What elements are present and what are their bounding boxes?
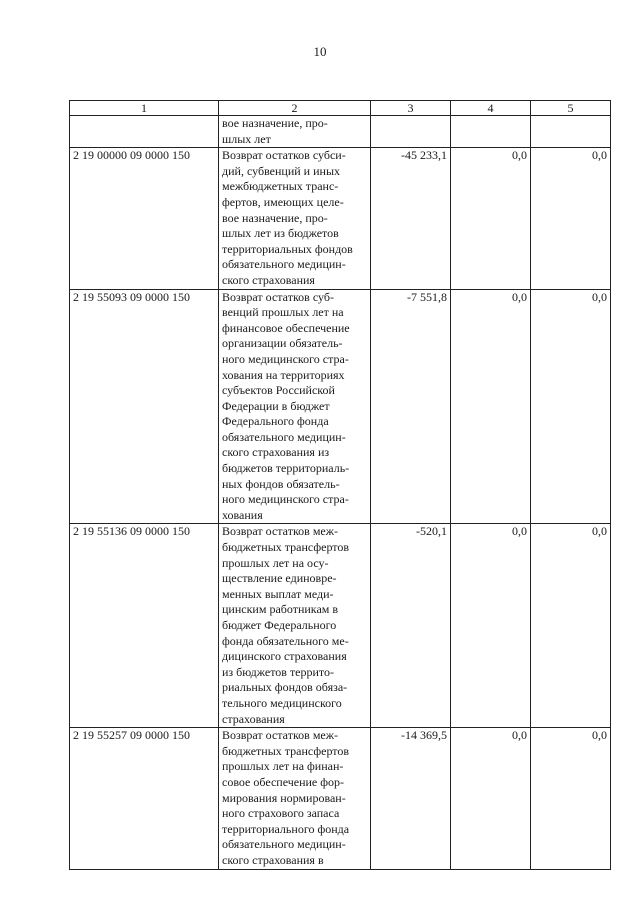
header-col-5: 5 — [531, 101, 611, 116]
table-row — [70, 524, 611, 728]
table-header-row — [70, 101, 611, 116]
value-cell-col-3: -7 551,8 — [371, 289, 451, 524]
description-cell: Возврат остатков меж- бюджетных трансфертов прошлых лет на финан- совое обеспечение фор- мирования нормирован- ного страхового запаса территориального фонда обязательного медицин- ского страхования в — [219, 728, 371, 869]
header-col-2: 2 — [219, 101, 371, 116]
header-col-4: 4 — [451, 101, 531, 116]
budget-table — [69, 100, 611, 870]
value-cell-col-3 — [371, 116, 451, 148]
value-cell-col-3: -45 233,1 — [371, 148, 451, 289]
description-cell: вое назначение, про- шлых лет — [219, 116, 371, 148]
header-col-3: 3 — [371, 101, 451, 116]
header-col-1: 1 — [70, 101, 219, 116]
value-cell-col-5: 0,0 — [531, 728, 611, 869]
code-cell: 2 19 55093 09 0000 150 — [70, 289, 219, 524]
value-cell-col-5: 0,0 — [531, 524, 611, 728]
value-cell-col-3: -14 369,5 — [371, 728, 451, 869]
description-cell: Возврат остатков субси- дий, субвенций и иных межбюджетных транс- фертов, имеющих целе- вое назначение, про- шлых лет из бюджетов территориальных фондов обязательного медицин- ского страхования — [219, 148, 371, 289]
code-cell — [70, 116, 219, 148]
table-row — [70, 148, 611, 289]
value-cell-col-3: -520,1 — [371, 524, 451, 728]
code-cell: 2 19 55136 09 0000 150 — [70, 524, 219, 728]
table-row — [70, 289, 611, 524]
value-cell-col-5: 0,0 — [531, 289, 611, 524]
value-cell-col-4: 0,0 — [451, 524, 531, 728]
value-cell-col-5: 0,0 — [531, 148, 611, 289]
table-row — [70, 728, 611, 869]
value-cell-col-4: 0,0 — [451, 289, 531, 524]
value-cell-col-4 — [451, 116, 531, 148]
description-cell: Возврат остатков меж- бюджетных трансфертов прошлых лет на осу- ществление единовре- менных выплат меди- цинским работникам в бюджет Федерального фонда обязательного ме- дицинского страхования из бюджетов террито- риальных фондов обяза- тельного медицинского страхования — [219, 524, 371, 728]
table-row — [70, 116, 611, 148]
page-number: 10 — [313, 44, 327, 59]
code-cell: 2 19 00000 09 0000 150 — [70, 148, 219, 289]
description-cell: Возврат остатков суб- венций прошлых лет на финансовое обеспечение организации обязатель- ного медицинского стра- хования на территориях субъектов Российской Федерации в бюджет Федерального фонда обязательного медицин- ского страхования из бюджетов территориаль- ных фондов обязатель- ного медицинского стра- хования — [219, 289, 371, 524]
value-cell-col-4: 0,0 — [451, 728, 531, 869]
code-cell: 2 19 55257 09 0000 150 — [70, 728, 219, 869]
value-cell-col-5 — [531, 116, 611, 148]
value-cell-col-4: 0,0 — [451, 148, 531, 289]
